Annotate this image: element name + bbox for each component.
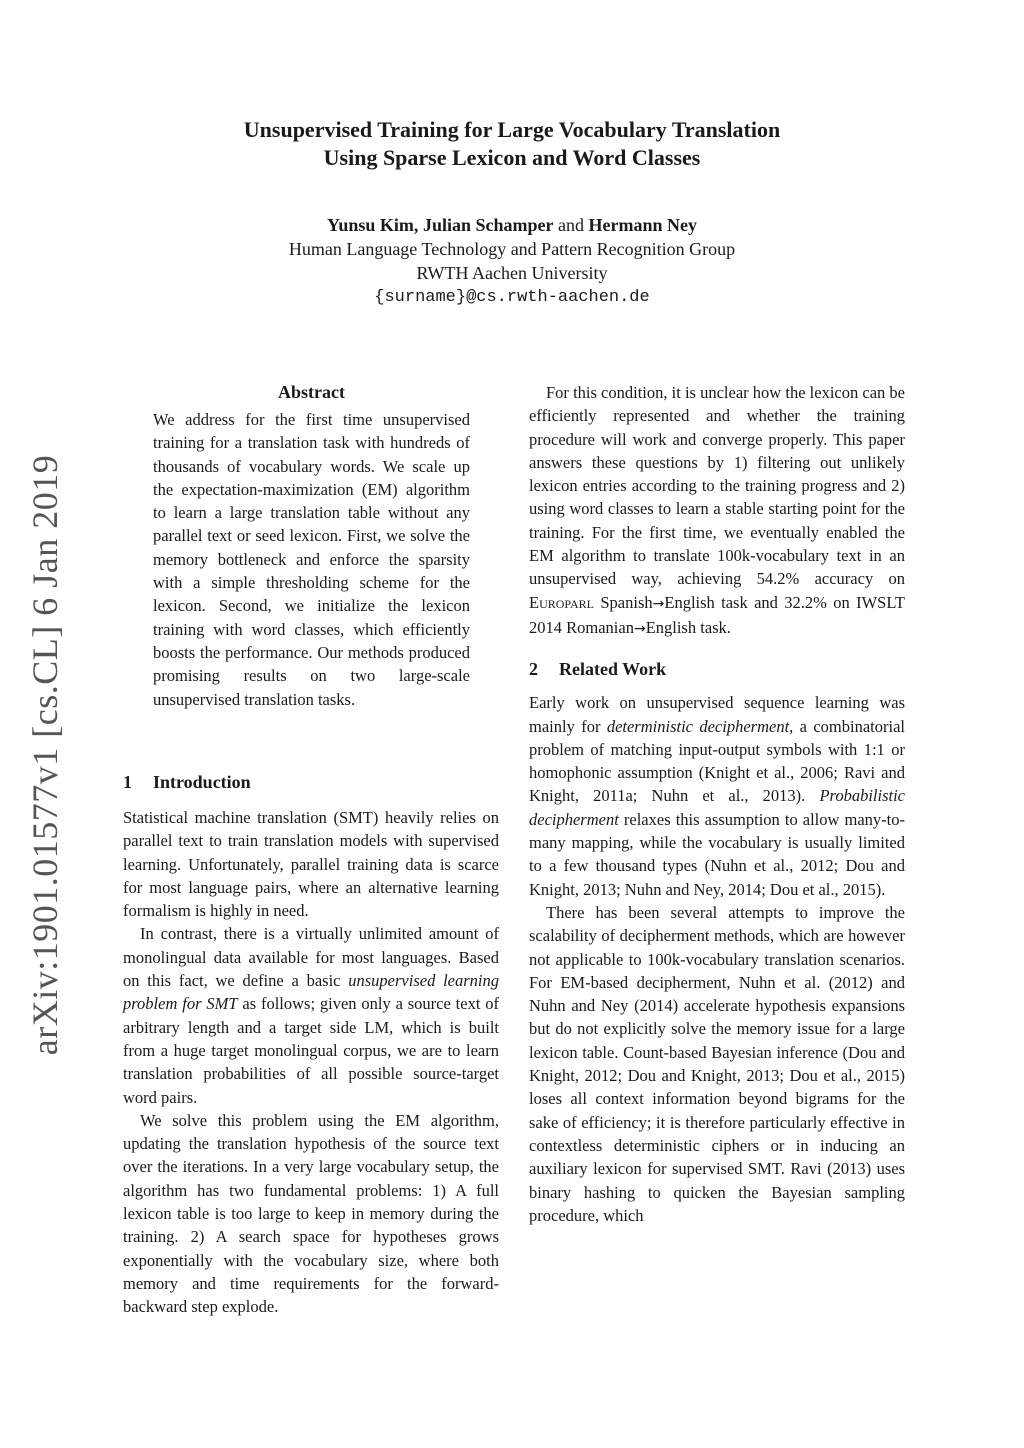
section-number: 2 [529, 659, 538, 680]
arrow-glyph: → [652, 595, 665, 612]
section-heading-related-work [529, 657, 905, 681]
right-paragraph-1-tail: English task and 32.2% on IWSLT 2014 Romanian [529, 592, 905, 637]
right-paragraph-1-end: English task. [645, 617, 731, 637]
related-p1-end: relaxes this assumption to allow many-to-many mapping, while the vocabulary is usually limited to a few thousand types (Nuhn et al., 2012; Dou and Knight, 2013; Nuhn and Ney, 2014; Dou et al., 2015). [529, 809, 905, 899]
emphasis-probabilistic-decipherment: Probabilistic decipherment [529, 786, 905, 829]
author-separator: and [557, 215, 584, 235]
europarl-name: Europarl [529, 592, 594, 612]
author-2: Julian Schamper [422, 215, 554, 235]
right-paragraph-1 [529, 381, 905, 641]
authors-line [0, 213, 1024, 237]
right-paragraph-1-start: For this condition, it is unclear how the lexicon can be efficiently represented and whether the training procedure will work and converge properly. This paper answers these questions by 1) filtering out unlikely lexicon entries according to the training progress and 2) using word classes to learn a stable starting point for the training. For the first time, we eventually enabled the EM algorithm to translate 100k-vocabulary text in an unsupervised way, achieving 54.2% accuracy on [529, 383, 905, 589]
emphasis-unsupervised-learning: unsupervised learning problem for SMT [123, 971, 499, 1014]
abstract-heading: Abstract [278, 382, 345, 402]
related-paragraph-1 [529, 691, 905, 901]
introduction-section [123, 770, 499, 1319]
related-paragraph-2: There has been several attempts to improve the scalability of decipherment methods, which are however not applicable to 100k-vocabulary translation scenarios. For EM-based decipherment, Nuhn et al. (2012) and Nuhn and Ney (2014) accelerate hypothesis expansions but do not explicitly solve the memory issue for a large lexicon table. Count-based Bayesian inference (Dou and Knight, 2012; Dou and Knight, 2013; Dou et al., 2015) loses all context information beyond bigrams for the sake of efficiency; it is therefore particularly effective in contextless deterministic ciphers or in inducing an auxiliary lexicon for supervised SMT. Ravi (2013) uses binary hashing to quicken the Bayesian sampling procedure, which [529, 902, 905, 1225]
title-line-2: Using Sparse Lexicon and Word Classes [323, 145, 701, 170]
section-number: 1 [123, 772, 132, 792]
intro-paragraph-1: Statistical machine translation (SMT) heavily relies on parallel text to train translation models with supervised learning. Unfortunately, parallel training data is scarce for most language pairs, where an alternative learning formalism is highly in need. [123, 808, 499, 921]
section-title: Related Work [559, 659, 667, 680]
section-title: Introduction [153, 772, 251, 792]
emphasis-deterministic-decipherment: deterministic decipherment [606, 716, 790, 736]
intro-paragraph-2-start: In contrast, there is a virtually unlimited amount of monolingual data available for most languages. Based on this fact, we define a basic [123, 924, 499, 991]
intro-paragraph-2 [123, 922, 499, 1108]
title-line-1: Unsupervised Training for Large Vocabulary Translation [243, 117, 781, 142]
section-heading-introduction [123, 770, 499, 794]
affiliation-group: Human Language Technology and Pattern Recognition Group [288, 239, 736, 259]
intro-paragraph-3: We solve this problem using the EM algorithm, updating the translation hypothesis of the source text over the iterations. In a very large vocabulary setup, the algorithm has two fundamental problems: 1) A full lexicon table is too large to keep in memory during the training. 2) A search space for hypotheses grows exponentially with the vocabulary size, where both memory and time requirements for the forward-backward step explode. [123, 1110, 499, 1317]
right-paragraph-1-mid: Spanish [594, 592, 653, 612]
right-column [529, 381, 905, 1227]
paper-title [0, 116, 1024, 172]
arrow-glyph: → [633, 620, 646, 637]
author-3: Hermann Ney [588, 215, 697, 235]
abstract-section [153, 380, 470, 711]
affiliation-university: RWTH Aachen University [416, 263, 608, 283]
arxiv-identifier: arXiv:1901.01577v1 [cs.CL] 6 Jan 2019 [25, 454, 65, 1056]
abstract-text: We address for the first time unsupervised training for a translation task with hundreds of thousands of vocabulary words. We scale up the expectation-maximization (EM) algorithm to learn a large translation table without any parallel text or seed lexicon. First, we solve the memory bottleneck and enforce the sparsity with a simple thresholding scheme for the lexicon. Second, we initialize the lexicon training with word classes, which efficiently boosts the performance. Our methods produced promising results on two large-scale unsupervised translation tasks. [153, 410, 470, 709]
intro-paragraph-2-end: as follows; given only a source text of arbitrary length and a target side LM, which is built from a huge target monolingual corpus, we are to learn translation probabilities of all possible source-target word pairs. [123, 994, 499, 1107]
author-email: {surname}@cs.rwth-aachen.de [374, 288, 650, 307]
related-p1-mid: , a combinatorial problem of matching input-output symbols with 1:1 or homophonic assumption (Knight et al., 2006; Ravi and Knight, 2011a; Nuhn et al., 2013). [529, 716, 905, 806]
author-block [0, 213, 1024, 311]
author-1: Yunsu Kim, [327, 215, 419, 235]
related-p1-start: Early work on unsupervised sequence learning was mainly for [529, 693, 905, 736]
